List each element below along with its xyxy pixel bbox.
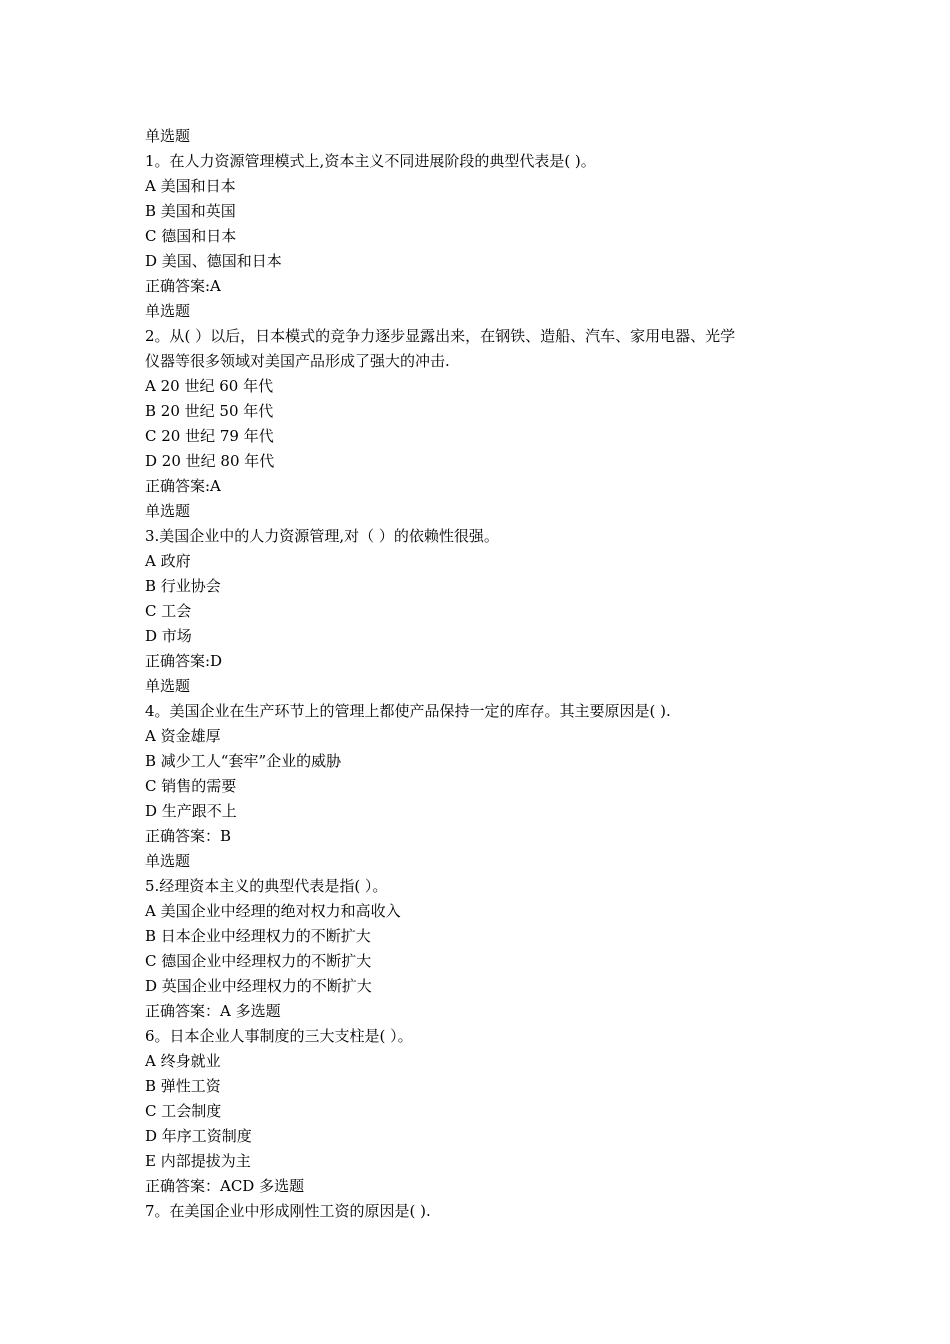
- section-label: 单选题: [145, 677, 191, 695]
- section-label: 单选题: [145, 302, 191, 320]
- option-d: D 英国企业中经理权力的不断扩大: [145, 977, 372, 995]
- option-a: A 政府: [145, 552, 191, 570]
- answer-2: 正确答案:A: [145, 477, 221, 495]
- option-d: D 20 世纪 80 年代: [145, 452, 275, 470]
- option-d: D 美国、德国和日本: [145, 252, 282, 270]
- option-a: A 20 世纪 60 年代: [145, 377, 274, 395]
- option-a: A 美国企业中经理的绝对权力和高收入: [145, 902, 401, 920]
- answer-6: 正确答案：ACD 多选题: [145, 1177, 305, 1195]
- option-c: C 德国企业中经理权力的不断扩大: [145, 952, 372, 970]
- question-5: 5.经理资本主义的典型代表是指( ）。: [145, 877, 388, 895]
- document-body: [145, 124, 815, 1224]
- option-a: A 终身就业: [145, 1052, 221, 1070]
- option-c: C 20 世纪 79 年代: [145, 427, 274, 445]
- option-a: A 资金雄厚: [145, 727, 221, 745]
- option-b: B 减少工人“套牢”企业的威胁: [145, 752, 342, 770]
- option-e: E 内部提拔为主: [145, 1152, 251, 1170]
- question-4: 4。美国企业在生产环节上的管理上都使产品保持一定的库存。其主要原因是( ).: [145, 702, 671, 720]
- question-3: 3.美国企业中的人力资源管理,对（ ）的依赖性很强。: [145, 527, 499, 545]
- question-2-line-2: 仪器等很多领域对美国产品形成了强大的冲击.: [145, 352, 450, 370]
- option-d: D 年序工资制度: [145, 1127, 252, 1145]
- option-c: C 工会: [145, 602, 192, 620]
- option-b: B 行业协会: [145, 577, 221, 595]
- option-c: C 德国和日本: [145, 227, 237, 245]
- question-6: 6。日本企业人事制度的三大支柱是( ）。: [145, 1027, 413, 1045]
- answer-1: 正确答案:A: [145, 277, 221, 295]
- option-b: B 美国和英国: [145, 202, 236, 220]
- option-a: A 美国和日本: [145, 177, 236, 195]
- section-label: 单选题: [145, 127, 191, 145]
- option-d: D 市场: [145, 627, 192, 645]
- answer-4: 正确答案：B: [145, 827, 232, 845]
- answer-5: 正确答案：A 多选题: [145, 1002, 281, 1020]
- option-d: D 生产跟不上: [145, 802, 237, 820]
- option-c: C 工会制度: [145, 1102, 222, 1120]
- question-1: 1。在人力资源管理模式上,资本主义不同进展阶段的典型代表是( )。: [145, 152, 596, 170]
- option-b: B 弹性工资: [145, 1077, 221, 1095]
- section-label: 单选题: [145, 502, 191, 520]
- question-7: 7。在美国企业中形成刚性工资的原因是( ).: [145, 1202, 431, 1220]
- option-b: B 20 世纪 50 年代: [145, 402, 274, 420]
- section-label: 单选题: [145, 852, 191, 870]
- option-c: C 销售的需要: [145, 777, 237, 795]
- question-2-line-1: 2。从( ）以后，日本模式的竞争力逐步显露出来，在钢铁、造船、汽车、家用电器、光学: [145, 327, 736, 345]
- option-b: B 日本企业中经理权力的不断扩大: [145, 927, 371, 945]
- answer-3: 正确答案:D: [145, 652, 223, 670]
